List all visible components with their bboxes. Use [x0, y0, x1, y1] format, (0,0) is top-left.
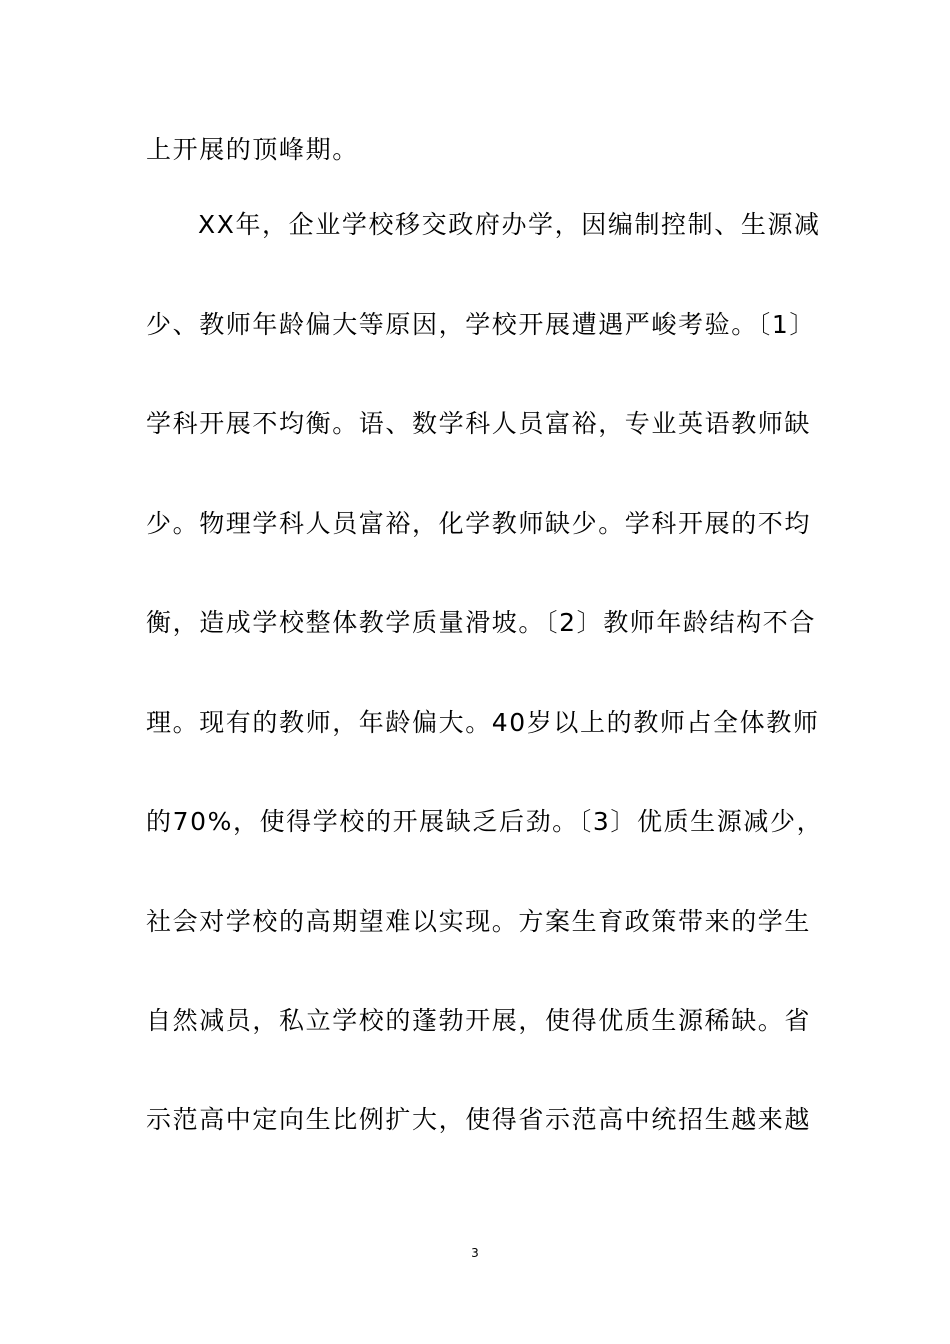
text-line-11: 示范高中定向生比例扩大，使得省示范高中统招生越来越	[146, 1105, 812, 1134]
text-line-9: 社会对学校的高期望难以实现。方案生育政策带来的学生	[146, 907, 812, 936]
text-line-1: 上开展的顶峰期。	[146, 135, 359, 164]
text-line-4: 学科开展不均衡。语、数学科人员富裕，专业英语教师缺	[146, 409, 812, 438]
text-line-2: XX年，企业学校移交政府办学，因编制控制、生源减	[198, 210, 821, 239]
text-line-8: 的70%，使得学校的开展缺乏后劲。〔3〕优质生源减少，	[146, 807, 824, 836]
text-line-7: 理。现有的教师，年龄偏大。40岁以上的教师占全体教师	[146, 708, 820, 737]
text-line-3: 少、教师年龄偏大等原因，学校开展遭遇严峻考验。〔1〕	[146, 310, 817, 339]
text-line-6: 衡，造成学校整体教学质量滑坡。〔2〕教师年龄结构不合	[146, 608, 817, 637]
text-line-5: 少。物理学科人员富裕，化学教师缺少。学科开展的不均	[146, 509, 812, 538]
page-number: 3	[471, 1246, 479, 1260]
text-line-10: 自然减员，私立学校的蓬勃开展，使得优质生源稀缺。省	[146, 1006, 812, 1035]
